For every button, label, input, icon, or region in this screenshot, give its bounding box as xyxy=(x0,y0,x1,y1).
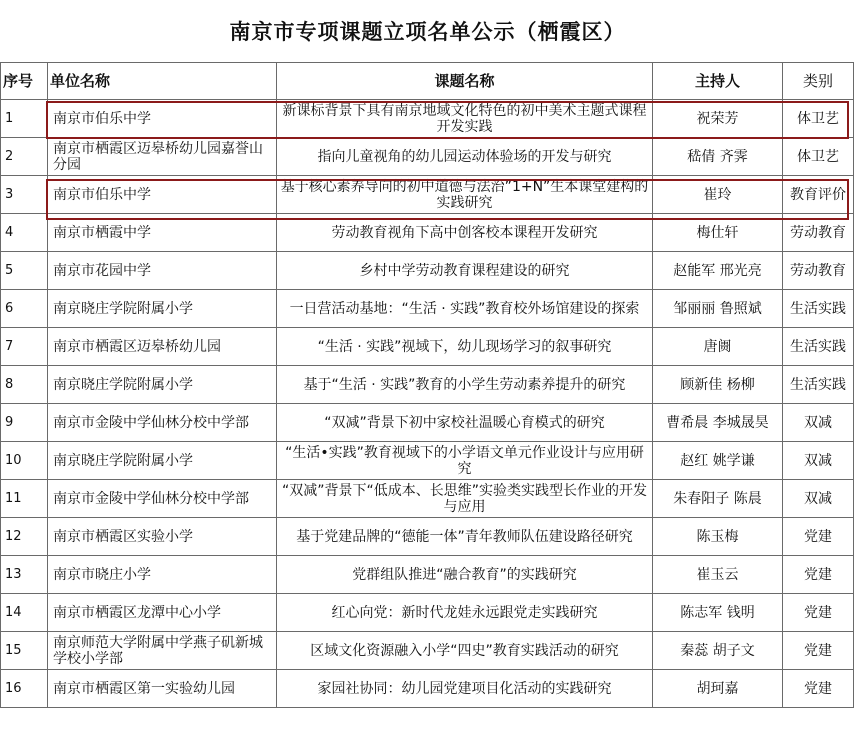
row-seq: 9 xyxy=(1,404,48,442)
table-row xyxy=(1,632,854,670)
row-host: 邹丽丽 鲁照斌 xyxy=(653,290,783,328)
table-row xyxy=(1,442,854,480)
row-seq: 4 xyxy=(1,214,48,252)
row-unit: 南京晓庄学院附属小学 xyxy=(48,366,277,404)
row-host: 崔玲 xyxy=(653,176,783,214)
table-row xyxy=(1,404,854,442)
row-topic: 红心向党：新时代龙娃永远跟党走实践研究 xyxy=(277,594,653,632)
row-seq: 5 xyxy=(1,252,48,290)
row-category: 体卫艺 xyxy=(783,100,854,138)
table-row xyxy=(1,290,854,328)
table-row xyxy=(1,594,854,632)
row-topic: 党群组队推进“融合教育”的实践研究 xyxy=(277,556,653,594)
row-category: 劳动教育 xyxy=(783,252,854,290)
row-topic: 指向儿童视角的幼儿园运动体验场的开发与研究 xyxy=(277,138,653,176)
row-topic: 新课标背景下具有南京地域文化特色的初中美术主题式课程开发实践 xyxy=(277,100,653,138)
row-category: 双减 xyxy=(783,404,854,442)
row-seq: 12 xyxy=(1,518,48,556)
row-category: 生活实践 xyxy=(783,328,854,366)
row-host: 秦蕊 胡子文 xyxy=(653,632,783,670)
row-host: 陈志军 钱明 xyxy=(653,594,783,632)
row-topic: 基于核心素养导向的初中道德与法治”1+N”生本课堂建构的实践研究 xyxy=(277,176,653,214)
row-host: 朱春阳子 陈晨 xyxy=(653,480,783,518)
row-topic: “双减”背景下“低成本、长思维”实验类实践型长作业的开发与应用 xyxy=(277,480,653,518)
row-host: 崔玉云 xyxy=(653,556,783,594)
table-row xyxy=(1,214,854,252)
row-host: 唐阓 xyxy=(653,328,783,366)
row-topic: 基于“生活 · 实践”教育的小学生劳动素养提升的研究 xyxy=(277,366,653,404)
row-category: 生活实践 xyxy=(783,366,854,404)
row-unit: 南京市花园中学 xyxy=(48,252,277,290)
row-category: 党建 xyxy=(783,632,854,670)
row-topic: 基于党建品牌的“德能一体”青年教师队伍建设路径研究 xyxy=(277,518,653,556)
header-category: 类别 xyxy=(783,63,854,100)
row-category: 党建 xyxy=(783,518,854,556)
row-topic: “生活 · 实践”视域下，幼儿现场学习的叙事研究 xyxy=(277,328,653,366)
row-topic: 一日营活动基地：“生活 · 实践”教育校外场馆建设的探索 xyxy=(277,290,653,328)
project-table xyxy=(0,62,854,708)
row-seq: 15 xyxy=(1,632,48,670)
row-category: 党建 xyxy=(783,594,854,632)
row-seq: 2 xyxy=(1,138,48,176)
row-host: 顾新佳 杨柳 xyxy=(653,366,783,404)
table-row xyxy=(1,556,854,594)
row-seq: 13 xyxy=(1,556,48,594)
row-unit: 南京市栖霞区迈皋桥幼儿园 xyxy=(48,328,277,366)
row-seq: 8 xyxy=(1,366,48,404)
header-host: 主持人 xyxy=(653,63,783,100)
row-host: 曹希晨 李城晟昊 xyxy=(653,404,783,442)
row-host: 赵红 姚学谦 xyxy=(653,442,783,480)
row-unit: 南京晓庄学院附属小学 xyxy=(48,290,277,328)
row-unit: 南京晓庄学院附属小学 xyxy=(48,442,277,480)
row-category: 体卫艺 xyxy=(783,138,854,176)
row-unit: 南京市栖霞中学 xyxy=(48,214,277,252)
row-topic: 劳动教育视角下高中创客校本课程开发研究 xyxy=(277,214,653,252)
row-topic: 乡村中学劳动教育课程建设的研究 xyxy=(277,252,653,290)
header-seq: 序号 xyxy=(1,63,48,100)
row-topic: 家园社协同：幼儿园党建项目化活动的实践研究 xyxy=(277,670,653,708)
row-topic: 区域文化资源融入小学“四史”教育实践活动的研究 xyxy=(277,632,653,670)
header-unit: 单位名称 xyxy=(48,63,277,100)
header-topic: 课题名称 xyxy=(277,63,653,100)
row-host: 祝荣芳 xyxy=(653,100,783,138)
row-seq: 1 xyxy=(1,100,48,138)
row-category: 双减 xyxy=(783,480,854,518)
row-seq: 16 xyxy=(1,670,48,708)
row-unit: 南京市伯乐中学 xyxy=(48,176,277,214)
row-unit: 南京市栖霞区实验小学 xyxy=(48,518,277,556)
row-unit: 南京师范大学附属中学燕子矶新城学校小学部 xyxy=(48,632,277,670)
page-title: 南京市专项课题立项名单公示（栖霞区） xyxy=(229,19,626,44)
row-topic: “生活•实践”教育视域下的小学语文单元作业设计与应用研究 xyxy=(277,442,653,480)
row-category: 党建 xyxy=(783,556,854,594)
row-host: 陈玉梅 xyxy=(653,518,783,556)
row-category: 劳动教育 xyxy=(783,214,854,252)
row-category: 教育评价 xyxy=(783,176,854,214)
table-row xyxy=(1,328,854,366)
table-row xyxy=(1,366,854,404)
table-row xyxy=(1,252,854,290)
row-seq: 3 xyxy=(1,176,48,214)
table-row xyxy=(1,138,854,176)
row-unit: 南京市栖霞区第一实验幼儿园 xyxy=(48,670,277,708)
row-category: 党建 xyxy=(783,670,854,708)
row-category: 双减 xyxy=(783,442,854,480)
row-unit: 南京市金陵中学仙林分校中学部 xyxy=(48,404,277,442)
table-row xyxy=(1,100,854,138)
row-host: 赵能军 邢光亮 xyxy=(653,252,783,290)
row-host: 胡珂嘉 xyxy=(653,670,783,708)
row-topic: “双减”背景下初中家校社温暖心育模式的研究 xyxy=(277,404,653,442)
row-seq: 7 xyxy=(1,328,48,366)
row-unit: 南京市晓庄小学 xyxy=(48,556,277,594)
row-category: 生活实践 xyxy=(783,290,854,328)
row-seq: 6 xyxy=(1,290,48,328)
row-seq: 10 xyxy=(1,442,48,480)
row-host: 梅仕轩 xyxy=(653,214,783,252)
table-row xyxy=(1,518,854,556)
table-row xyxy=(1,176,854,214)
table-row xyxy=(1,670,854,708)
table-header-row xyxy=(1,63,854,100)
row-unit: 南京市伯乐中学 xyxy=(48,100,277,138)
table-row xyxy=(1,480,854,518)
row-seq: 11 xyxy=(1,480,48,518)
row-host: 嵇倩 齐霁 xyxy=(653,138,783,176)
row-unit: 南京市栖霞区龙潭中心小学 xyxy=(48,594,277,632)
row-seq: 14 xyxy=(1,594,48,632)
row-unit: 南京市栖霞区迈皋桥幼儿园嘉誉山分园 xyxy=(48,138,277,176)
row-unit: 南京市金陵中学仙林分校中学部 xyxy=(48,480,277,518)
